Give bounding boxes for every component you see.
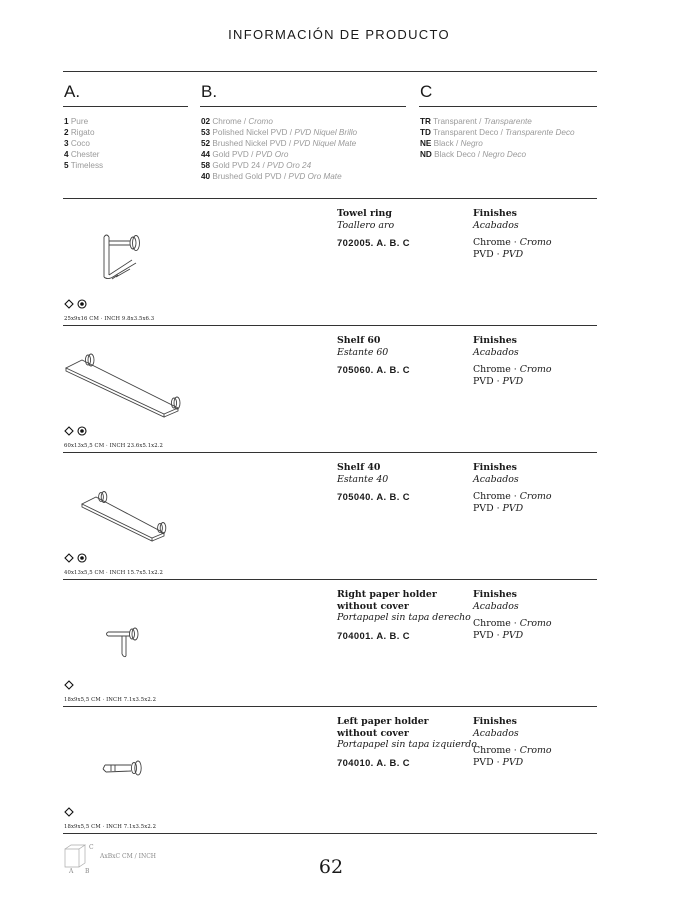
finish-chrome: Chrome · Cromo (473, 745, 552, 756)
product-name-translation: Toallero aro (337, 219, 395, 231)
dimensions-label: 18x9x5,5 CM · INCH 7.1x3.5x2.2 (64, 697, 157, 703)
model-list (64, 116, 103, 171)
list-item: 3 Coco (64, 139, 90, 148)
finishes-translation: Acabados (473, 727, 519, 739)
shelf-60-drawing (60, 346, 190, 421)
finish-pvd: PVD · PVD (473, 502, 524, 514)
list-item: 58 Gold PVD 24 / PVD Oro 24 (201, 161, 312, 170)
product-info (337, 208, 410, 248)
finish-icons (64, 680, 74, 690)
legend-label-b: B (85, 868, 90, 875)
legend-label-c: C (89, 844, 94, 851)
finish-icons (64, 299, 87, 309)
finishes-title: Finishes (473, 589, 517, 600)
legend-text: AxBxC CM / INCH (100, 853, 157, 860)
product-code: 702005. A. B. C (337, 237, 410, 248)
target-icon (77, 553, 87, 563)
finishes-translation: Acabados (473, 600, 519, 612)
product-name-translation: Estante 60 (337, 346, 389, 358)
product-row-shelf-60 (0, 326, 678, 452)
product-name: Right paper holder (337, 589, 437, 600)
finishes-info (473, 335, 552, 387)
list-item: 44 Gold PVD / PVD Oro (201, 150, 289, 159)
list-item: TD Transparent Deco / Transparente Deco (420, 128, 575, 137)
finish-pvd: PVD · PVD (473, 756, 524, 768)
product-name-line-2: without cover (337, 600, 409, 612)
left-paper-holder-drawing (97, 753, 153, 787)
list-item: ND Black Deco / Negro Deco (420, 150, 527, 159)
product-name: Towel ring (337, 208, 392, 219)
dimensions-label: 60x13x5,5 CM · INCH 23.6x5.1x2.2 (64, 443, 163, 449)
product-code: 705040. A. B. C (337, 491, 410, 502)
target-icon (77, 426, 87, 436)
finish-icons (64, 807, 74, 817)
finish-list (201, 116, 357, 182)
finishes-info (473, 589, 552, 641)
page-title: INFORMACIÓN DE PRODUCTO (228, 27, 450, 42)
finishes-info (473, 208, 552, 260)
finish-icons (64, 553, 87, 563)
section-a-letter: A. (64, 82, 81, 101)
list-item: 02 Chrome / Cromo (201, 117, 273, 126)
product-name: Shelf 40 (337, 462, 381, 473)
finishes-title: Finishes (473, 208, 517, 219)
product-name-translation: Estante 40 (337, 473, 389, 485)
right-paper-holder-drawing (100, 622, 150, 664)
list-item: 2 Rigato (64, 128, 95, 137)
section-c-rule (419, 106, 597, 107)
product-row-left-paper-holder (0, 707, 678, 833)
list-item: TR Transparent / Transparente (420, 117, 532, 126)
product-info (337, 589, 471, 641)
product-row-shelf-40 (0, 453, 678, 579)
product-name-line-2: without cover (337, 727, 409, 739)
list-item: 52 Brushed Nickel PVD / PVD Niquel Mate (201, 139, 357, 148)
product-code: 705060. A. B. C (337, 364, 410, 375)
glass-list (420, 116, 575, 160)
towel-ring-drawing (92, 229, 152, 289)
diamond-icon (64, 426, 74, 436)
list-item: 53 Polished Nickel PVD / PVD Niquel Brillo (201, 128, 358, 137)
finishes-translation: Acabados (473, 219, 519, 231)
diamond-icon (64, 553, 74, 563)
dimensions-label: 40x13x5,5 CM · INCH 15.7x5.1x2.2 (64, 570, 163, 576)
finishes-title: Finishes (473, 335, 517, 346)
section-b-rule (200, 106, 406, 107)
list-item: 4 Chester (64, 150, 100, 159)
product-name-translation: Portapapel sin tapa izquierdo (337, 739, 477, 750)
product-info (337, 335, 410, 375)
header-divider (63, 71, 597, 72)
list-item: 1 Pure (64, 117, 89, 126)
dimensions-label: 25x9x16 CM · INCH 9.8x3.5x6.3 (64, 316, 155, 322)
section-b-letter: B. (201, 82, 218, 101)
finish-pvd: PVD · PVD (473, 375, 524, 387)
finish-chrome: Chrome · Cromo (473, 618, 552, 629)
product-name-translation: Portapapel sin tapa derecho (337, 612, 471, 623)
section-a-rule (63, 106, 188, 107)
section-c-letter: C (420, 82, 433, 101)
finishes-info (473, 716, 552, 768)
finish-pvd: PVD · PVD (473, 248, 524, 260)
finish-pvd: PVD · PVD (473, 629, 524, 641)
diamond-icon (64, 807, 74, 817)
page-number: 62 (318, 856, 344, 878)
product-info (337, 716, 477, 768)
target-icon (77, 299, 87, 309)
list-item: NE Black / Negro (420, 139, 483, 148)
product-row-right-paper-holder (0, 580, 678, 706)
product-name: Shelf 60 (337, 335, 381, 346)
finishes-translation: Acabados (473, 473, 519, 485)
diamond-icon (64, 680, 74, 690)
diamond-icon (64, 299, 74, 309)
dimensions-label: 18x9x5,5 CM · INCH 7.1x3.5x2.2 (64, 824, 157, 830)
finish-icons (64, 426, 87, 436)
shelf-40-drawing (78, 486, 170, 546)
finish-chrome: Chrome · Cromo (473, 237, 552, 248)
row-divider (63, 833, 597, 834)
list-item: 40 Brushed Gold PVD / PVD Oro Mate (201, 172, 342, 181)
product-info (337, 462, 410, 502)
finishes-title: Finishes (473, 462, 517, 473)
finishes-translation: Acabados (473, 346, 519, 358)
product-code: 704010. A. B. C (337, 756, 410, 768)
finish-chrome: Chrome · Cromo (473, 491, 552, 502)
product-code: 704001. A. B. C (337, 629, 410, 641)
legend-label-a: A (69, 868, 74, 875)
finish-chrome: Chrome · Cromo (473, 364, 552, 375)
product-name: Left paper holder (337, 716, 429, 727)
product-row-towel-ring (0, 199, 678, 325)
list-item: 5 Timeless (64, 161, 104, 170)
finishes-info (473, 462, 552, 514)
finishes-title: Finishes (473, 716, 517, 727)
